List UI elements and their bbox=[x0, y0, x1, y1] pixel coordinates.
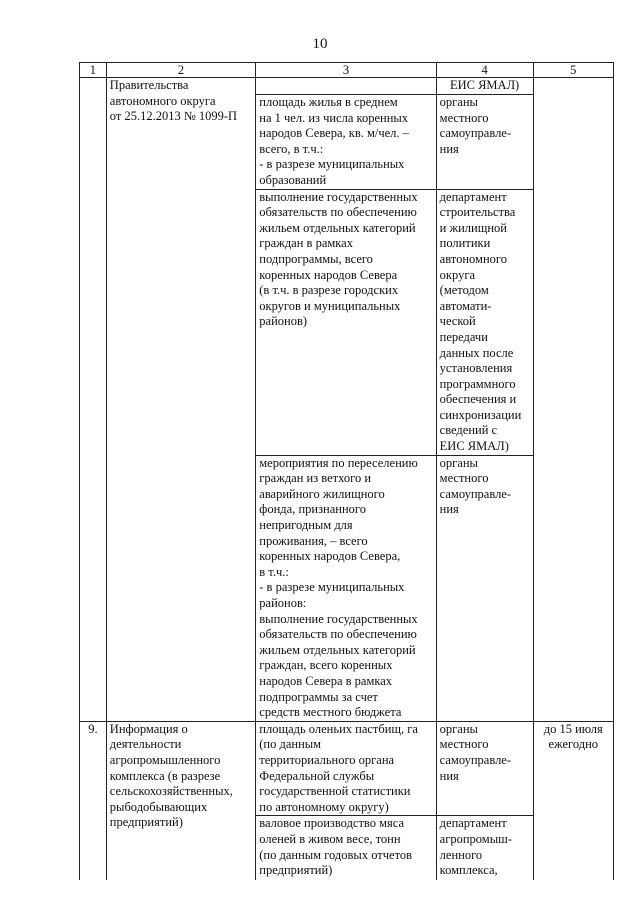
header-cell-4: 4 bbox=[436, 63, 533, 78]
indicator-cell: валовое производство мяса оленей в живом весе, тонн (по данным годовых отчетов предприятий) bbox=[256, 816, 436, 881]
indicator-cell bbox=[256, 78, 436, 95]
indicator-cell: мероприятия по переселению граждан из ветхого и аварийного жилищного фонда, признанного непригодным для проживания, – всего коренных народов Севера, в т.ч.: - в разрезе муниципальных районов: выполнение государственных обязательств по обеспечению жильем отдельных категорий граждан, всего коренных народов Севера в рамках подпрограммы за счет средств местного бюджета bbox=[256, 455, 436, 721]
responsible-cell: департамент агропромыш- ленного комплекса, bbox=[436, 816, 533, 881]
source-cell: Правительства автономного округа от 25.12.2013 № 1099-П bbox=[106, 78, 255, 722]
data-table bbox=[79, 62, 614, 880]
number-cell: 9. bbox=[80, 721, 107, 880]
header-cell-5: 5 bbox=[533, 63, 613, 78]
indicator-cell: площадь жилья в среднем на 1 чел. из числа коренных народов Севера, кв. м/чел. – всего, в т.ч.: - в разрезе муниципальных образований bbox=[256, 95, 436, 190]
responsible-cell: органы местного самоуправле- ния bbox=[436, 455, 533, 721]
deadline-cell: до 15 июля ежегодно bbox=[533, 721, 613, 880]
header-cell-2: 2 bbox=[106, 63, 255, 78]
indicator-cell: площадь оленьих пастбищ, га (по данным территориального органа Федеральной службы государственной статистики по автономному округу) bbox=[256, 721, 436, 816]
responsible-cell: органы местного самоуправле- ния bbox=[436, 95, 533, 190]
responsible-cell: ЕИС ЯМАЛ) bbox=[436, 78, 533, 95]
deadline-cell bbox=[533, 78, 613, 722]
header-cell-1: 1 bbox=[80, 63, 107, 78]
number-cell bbox=[80, 78, 107, 722]
page-number: 10 bbox=[312, 36, 328, 52]
responsible-cell: органы местного самоуправле- ния bbox=[436, 721, 533, 816]
header-cell-3: 3 bbox=[256, 63, 436, 78]
table-row bbox=[80, 721, 614, 816]
source-cell: Информация о деятельности агропромышленного комплекса (в разрезе сельскохозяйственных, рыбодобывающих предприятий) bbox=[106, 721, 255, 880]
indicator-cell: выполнение государственных обязательств по обеспечению жильем отдельных категорий граждан в рамках подпрограммы, всего коренных народов Севера (в т.ч. в разрезе городских округов и муниципальных районов) bbox=[256, 189, 436, 455]
responsible-cell: департамент строительства и жилищной политики автономного округа (методом автомати- ческой передачи данных после установления программного обеспечения и синхронизации сведений с ЕИС ЯМАЛ) bbox=[436, 189, 533, 455]
table-row bbox=[80, 78, 614, 95]
header-row bbox=[80, 63, 614, 78]
